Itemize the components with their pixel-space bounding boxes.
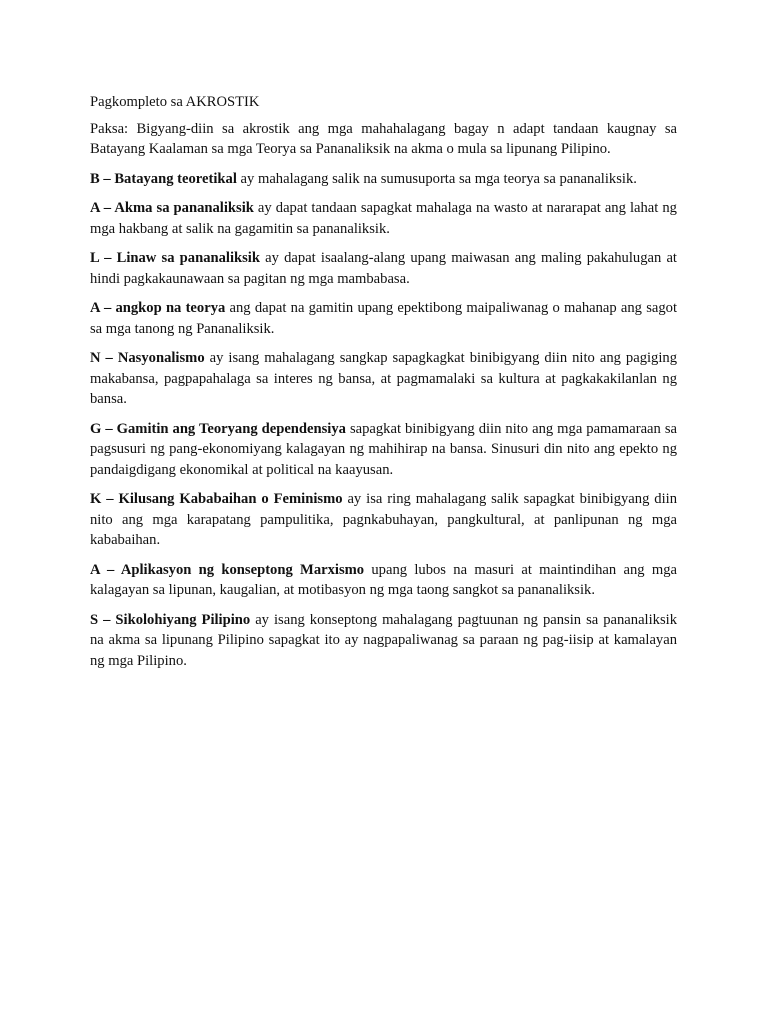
- acrostic-text: ay isang konseptong mahalagang pagtuunan ng pansin sa pananaliksik na akma sa lipunang Pilipino sapagkat ito ay nagpapaliwanag sa paraan ng pag-iisip at kamalayan ng mga Pilipino.: [90, 611, 677, 669]
- acrostic-item-a1: [90, 198, 677, 239]
- document-body: [90, 92, 677, 680]
- acrostic-item-a3: [90, 560, 677, 601]
- acrostic-term: G – Gamitin ang Teoryang dependensiya: [90, 420, 346, 437]
- acrostic-text: ay dapat isaalang-alang upang maiwasan ang maling pakahulugan at hindi pagkakaunawaan sa pagitan ng mga mambabasa.: [90, 250, 677, 287]
- acrostic-item-l: [90, 248, 677, 289]
- acrostic-item-k: [90, 489, 677, 551]
- acrostic-term: A – angkop na teorya: [90, 300, 226, 316]
- topic-paragraph: Paksa: Bigyang-diin sa akrostik ang mga mahahalagang bagay n adapt tandaan kaugnay sa Batayang Kaalaman sa mga Teorya sa Pananaliksik na akma o mula sa lipunang Pilipino.: [90, 120, 677, 157]
- acrostic-term: S – Sikolohiyang Pilipino: [90, 611, 251, 628]
- acrostic-term: K – Kilusang Kababaihan o Feminismo: [90, 491, 343, 507]
- acrostic-item-n: [90, 348, 677, 410]
- acrostic-item-s: [90, 610, 677, 672]
- acrostic-text: ang dapat na gamitin upang epektibong maipaliwanag o mahanap ang sagot sa mga tanong ng Pananaliksik.: [90, 300, 678, 337]
- acrostic-text: ay isa ring mahalagang salik sapagkat binibigyang diin nito ang mga karapatang pampulitika, pagnkabuhayan, pangkultural, at panlipunan ng mga kababaihan.: [90, 491, 677, 548]
- acrostic-item-b: [90, 169, 677, 190]
- acrostic-term: N – Nasyonalismo: [90, 350, 205, 366]
- acrostic-term: A – Aplikasyon ng konseptong Marxismo: [90, 561, 365, 578]
- document-title: Pagkompleto sa AKROSTIK: [90, 94, 260, 110]
- acrostic-text: sapagkat binibigyang diin nito ang mga pamamaraan sa pagsusuri ng pang-ekonomiyang kalagayan ng mahihirap na bansa. Sinusuri din nito ang epekto ng pandaigdigang ekonomikal at political na kaayusan.: [90, 420, 677, 478]
- acrostic-item-a2: [90, 298, 677, 339]
- acrostic-text: upang lubos na masuri at maintindihan ang mga kalagayan sa lipunan, kaugalian, at motibasyon ng mga taong sangkot sa pananaliksik.: [90, 561, 677, 598]
- acrostic-text: ay mahalagang salik na sumusuporta sa mga teorya sa pananaliksik.: [236, 170, 637, 187]
- acrostic-term: B – Batayang teoretikal: [90, 170, 237, 187]
- acrostic-text: ay isang mahalagang sangkap sapagkagkat binibigyang diin nito ang pagiging makabansa, pagpapahalaga sa interes ng bansa, at pagmamalaki sa kultura at pagkakakilanlan ng bansa.: [90, 350, 677, 407]
- acrostic-text: ay dapat tandaan sapagkat mahalaga na wasto at nararapat ang lahat ng mga hakbang at salik na gagamitin sa pananaliksik.: [90, 200, 677, 237]
- acrostic-term: L – Linaw sa pananaliksik: [90, 250, 260, 266]
- acrostic-item-g: [90, 419, 677, 481]
- acrostic-term: A – Akma sa pananaliksik: [90, 200, 254, 216]
